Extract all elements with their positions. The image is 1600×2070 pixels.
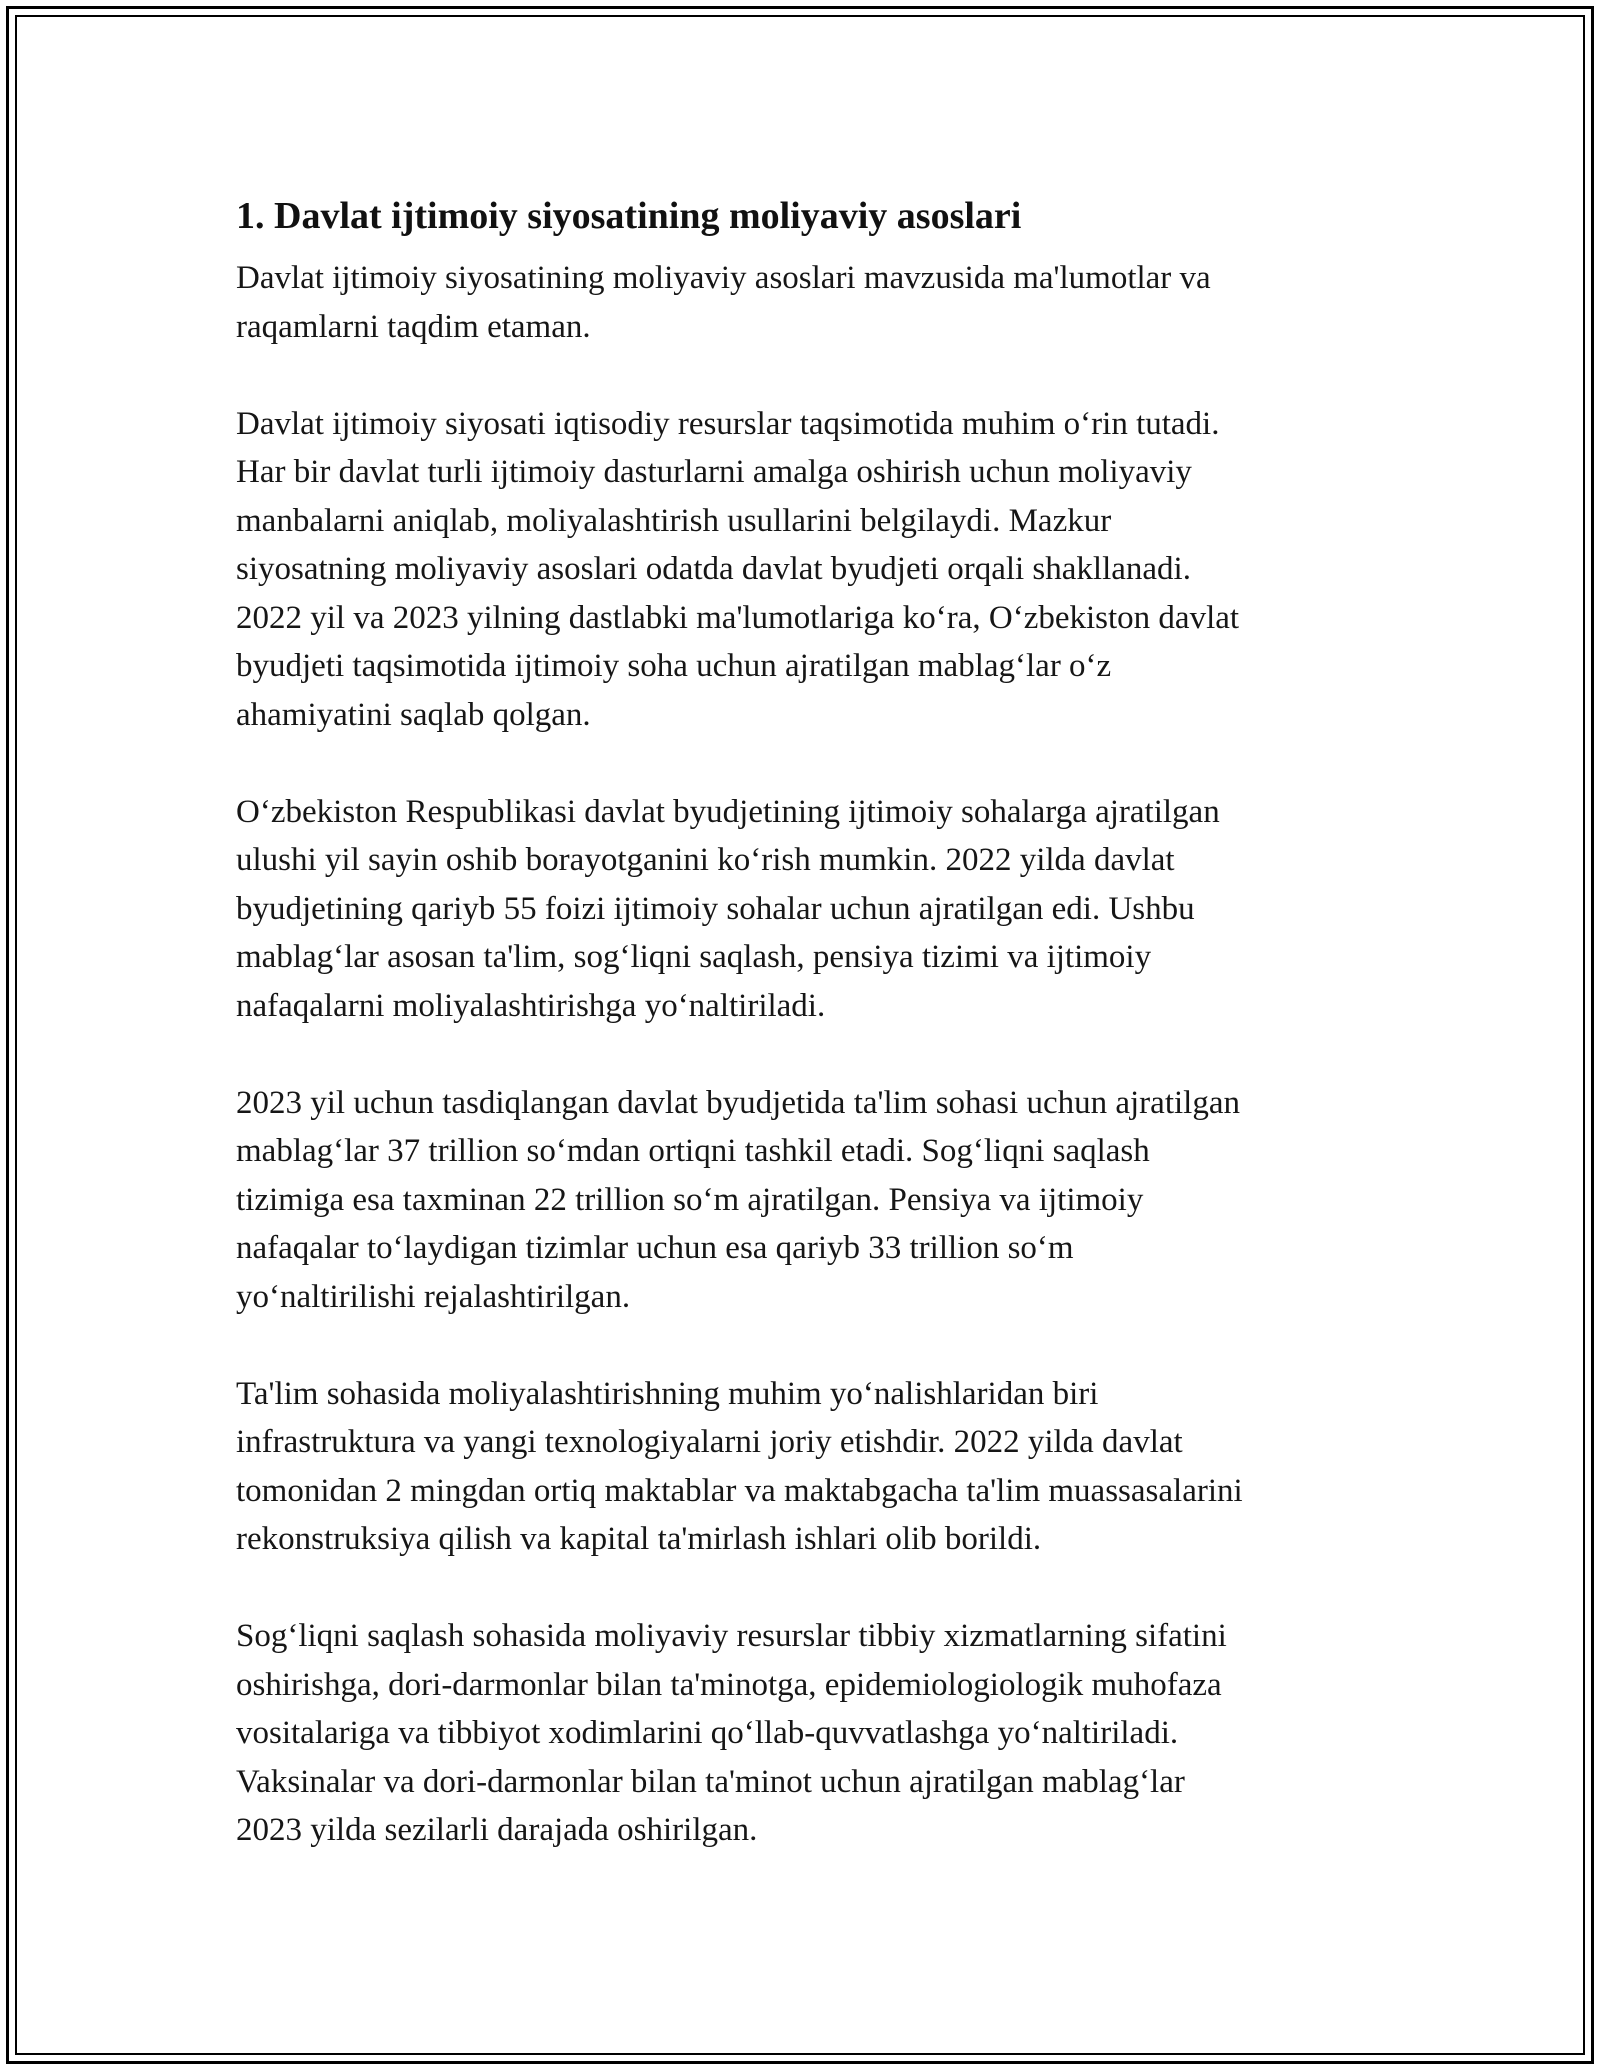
text-line: infrastruktura va yangi texnologiyalarni joriy etishdir. 2022 yilda davlat: [236, 1424, 1183, 1460]
text-line: oshirishga, dori-darmonlar bilan ta'minotga, epidemiologiologik muhofaza: [236, 1666, 1222, 1703]
text-line: Sog‘liqni saqlash sohasida moliyaviy resurslar tibbiy xizmatlarning sifatini: [236, 1618, 1227, 1654]
paragraph-intro: [236, 254, 1366, 351]
text-line: mablag‘lar 37 trillion so‘mdan ortiqni tashkil etadi. Sog‘liqni saqlash: [236, 1133, 1150, 1169]
paragraph-social-policy: [236, 400, 1366, 740]
text-line: ulushi yil sayin oshib borayotganini ko‘rish mumkin. 2022 yilda davlat: [236, 842, 1175, 878]
text-line: Davlat ijtimoiy siyosati iqtisodiy resurslar taqsimotida muhim o‘rin tutadi.: [236, 405, 1220, 442]
text-line: mablag‘lar asosan ta'lim, sog‘liqni saqlash, pensiya tizimi va ijtimoiy: [236, 939, 1152, 975]
text-line: manbalarni aniqlab, moliyalashtirish usullarini belgilaydi. Mazkur: [236, 502, 1112, 539]
text-line: ahamiyatini saqlab qolgan.: [236, 696, 591, 733]
text-line: nafaqalarni moliyalashtirishga yo‘naltiriladi.: [236, 987, 826, 1024]
text-line: 2022 yil va 2023 yilning dastlabki ma'lumotlariga ko‘ra, O‘zbekiston davlat: [236, 599, 1240, 636]
paragraph-education: [236, 1370, 1366, 1564]
text-line: 2023 yilda sezilarli darajada oshirilgan.: [236, 1812, 758, 1848]
text-line: yo‘naltirilishi rejalashtirilgan.: [236, 1278, 631, 1315]
text-line: rekonstruksiya qilish va kapital ta'mirlash ishlari olib borildi.: [236, 1521, 1042, 1557]
text-line: tizimiga esa taxminan 22 trillion so‘m ajratilgan. Pensiya va ijtimoiy: [236, 1181, 1144, 1218]
text-line: siyosatning moliyaviy asoslari odatda davlat byudjeti orqali shakllanadi.: [236, 551, 1191, 587]
text-line: raqamlarni taqdim etaman.: [236, 308, 591, 345]
document-body: [236, 186, 1366, 1903]
paragraph-2023-budget: [236, 1079, 1366, 1322]
text-line: byudjetining qariyb 55 foizi ijtimoiy sohalar uchun ajratilgan edi. Ushbu: [236, 890, 1195, 927]
text-line: byudjeti taqsimotida ijtimoiy soha uchun ajratilgan mablag‘lar o‘z: [236, 648, 1112, 684]
text-line: O‘zbekiston Respublikasi davlat byudjetining ijtimoiy sohalarga ajratilgan: [236, 793, 1220, 830]
text-line: Davlat ijtimoiy siyosatining moliyaviy asoslari mavzusida ma'lumotlar va: [236, 260, 1211, 296]
text-line: vositalariga va tibbiyot xodimlarini qo‘llab-quvvatlashga yo‘naltiriladi.: [236, 1715, 1179, 1751]
text-line: tomonidan 2 mingdan ortiq maktablar va maktabgacha ta'lim muassasalarini: [236, 1472, 1243, 1509]
text-line: nafaqalar to‘laydigan tizimlar uchun esa qariyb 33 trillion so‘m: [236, 1230, 1074, 1266]
text-line: 2023 yil uchun tasdiqlangan davlat byudjetida ta'lim sohasi uchun ajratilgan: [236, 1084, 1240, 1121]
page-title: 1. Davlat ijtimoiy siyosatining moliyaviy asoslari: [236, 195, 1022, 237]
text-line: Har bir davlat turli ijtimoiy dasturlarni amalga oshirish uchun moliyaviy: [236, 454, 1192, 490]
text-line: Ta'lim sohasida moliyalashtirishning muhim yo‘nalishlaridan biri: [236, 1375, 1099, 1412]
paragraph-budget-share: [236, 788, 1366, 1031]
paragraph-healthcare: [236, 1612, 1366, 1855]
text-line: Vaksinalar va dori-darmonlar bilan ta'minot uchun ajratilgan mablag‘lar: [236, 1763, 1185, 1800]
